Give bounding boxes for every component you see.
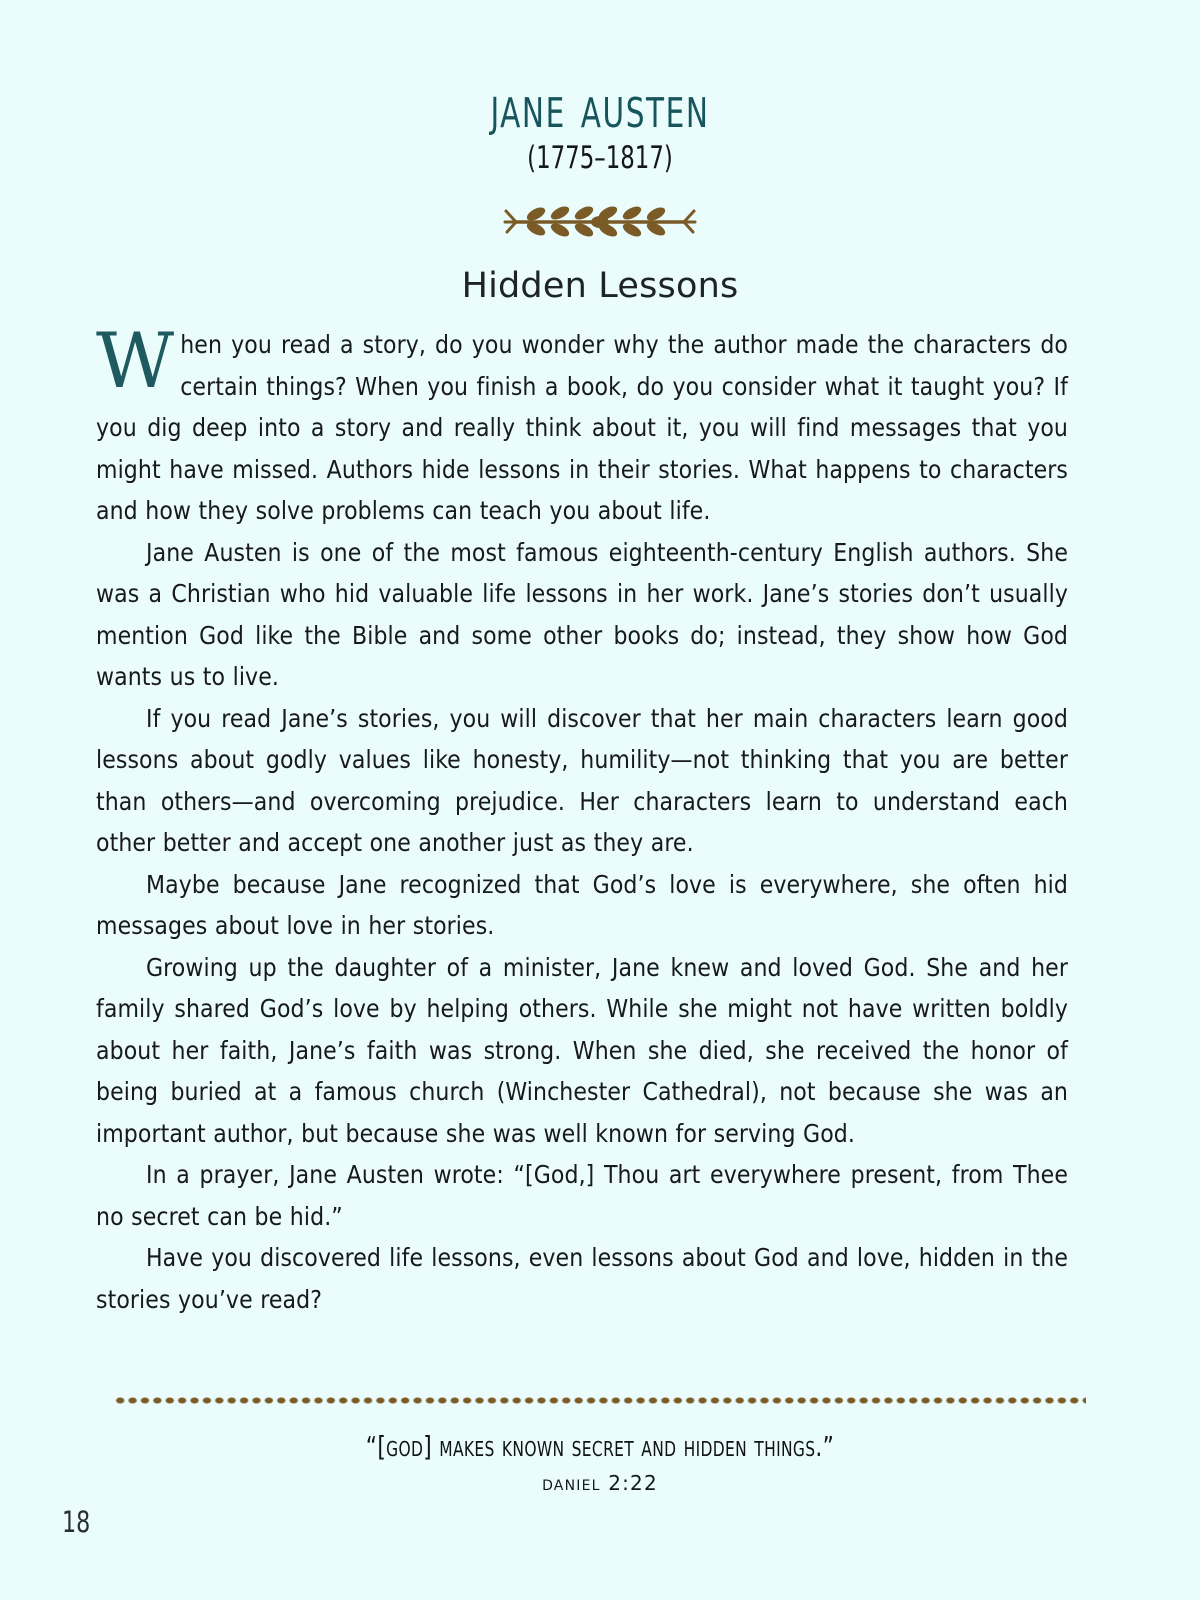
drop-cap: W [96,316,175,405]
dotted-rule [114,1396,1086,1405]
laurel-branch-ornament [0,198,1200,244]
paragraph-2: Jane Austen is one of the most famous eighteenth-century English authors. She was a Christian who hid valuable life lessons in her work. Jane’s stories don’t usually mention God like the Bible and some other books do; instead, they show how God wants us to live. [96,537,1068,691]
paragraph-6: In a prayer, Jane Austen wrote: “[God,] Thou art everywhere present, from Thee no secret can be hid.” [96,1160,1068,1231]
paragraph-5: Growing up the daughter of a minister, Jane knew and loved God. She and her family shared God’s love by helping others. While she might not have written boldly about her faith, Jane’s faith was strong. When she died, she received the honor of being buried at a famous church (Winchester Cathedral), not because she was an important author, but because she was well known for serving God. [96,952,1068,1148]
scripture-quote: “[god] makes known secret and hidden things.” [365,1430,835,1463]
author-lifespan: (1775–1817) [527,140,673,176]
page-title: jane austen [490,73,710,141]
scripture-citation: daniel 2:22 [542,1471,658,1495]
paragraph-intro [96,316,1068,532]
section-title: Hidden Lessons [461,266,739,306]
page-header [0,0,1200,306]
paragraph-text: hen you read a story, do you wonder why the author made the characters do certain things? When you finish a book, do you consider what it taught you? If you dig deep into a story and really think about it, you will find messages that you might have missed. Authors hide lessons in their stories. What happens to characters and how they solve problems can teach you about life. [96,330,1068,525]
article-body [96,316,1068,1320]
paragraph-3: If you read Jane’s stories, you will discover that her main characters learn good lessons about godly values like honesty, humility—not thinking that you are better than others—and overcoming prejudice. Her characters learn to understand each other better and accept one another just as they are. [96,703,1068,857]
page-footer [0,1396,1200,1495]
paragraph-4: Maybe because Jane recognized that God’s love is everywhere, she often hid messages about love in her stories. [96,869,1068,940]
paragraph-7: Have you discovered life lessons, even lessons about God and love, hidden in the stories you’ve read? [96,1243,1068,1314]
page-number: 18 [62,1505,91,1539]
